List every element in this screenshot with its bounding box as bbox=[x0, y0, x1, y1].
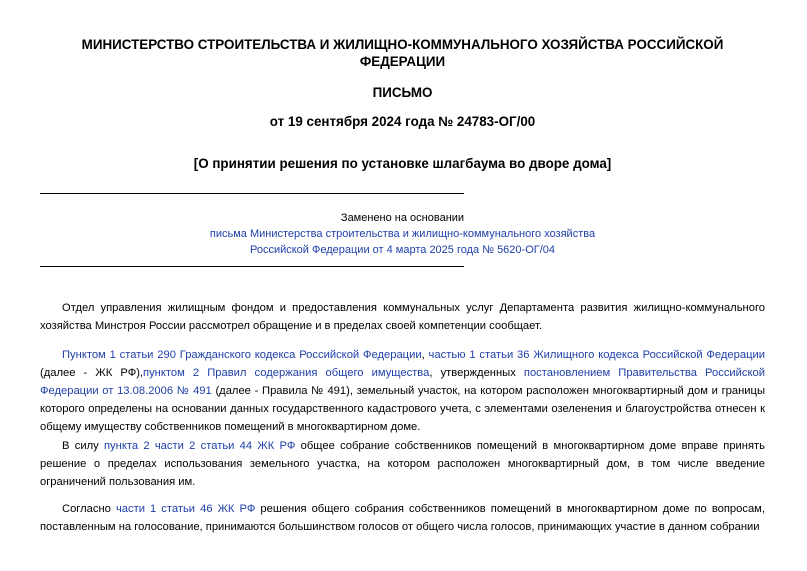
rules-maintenance-link[interactable]: пунктом 2 Правил содержания общего имущества bbox=[143, 367, 430, 379]
paragraph-2-text-2: , утвержденных bbox=[429, 367, 524, 379]
paragraph-2-text-3: (далее - Правила № 491), земельный участок, на котором расположен многоквартирный дом и границы которого определены на основании данных государственного кадастрового учета, с элементами озеленения и благоустройства отнесен к общему имуществу собственников помещений в многоквартирном доме. bbox=[40, 385, 765, 433]
paragraph-3 bbox=[40, 437, 765, 491]
paragraph-3-text-0: В силу bbox=[62, 440, 104, 452]
paragraph-4-text-0: Согласно bbox=[62, 503, 116, 515]
paragraph-2 bbox=[40, 346, 765, 436]
paragraph-1: Отдел управления жилищным фондом и предоставления коммунальных услуг Департамента развития жилищно-коммунального хозяйства Минстроя России рассмотрел обращение и в пределах своей компетенции сообщает. bbox=[40, 302, 765, 332]
housing-code-36-link[interactable]: частью 1 статьи 36 Жилищного кодекса Российской Федерации bbox=[428, 349, 765, 361]
replacement-link-line-2[interactable] bbox=[40, 242, 765, 258]
document-subject: [О принятии решения по установке шлагбаума во дворе дома] bbox=[193, 156, 612, 171]
ministry-title: МИНИСТЕРСТВО СТРОИТЕЛЬСТВА И ЖИЛИЩНО-КОММУНАЛЬНОГО ХОЗЯЙСТВА РОССИЙСКОЙ ФЕДЕРАЦИИ bbox=[81, 37, 724, 69]
replacement-letter-link-cont[interactable]: Российской Федерации от 4 марта 2025 года № 5620-ОГ/04 bbox=[249, 244, 556, 256]
divider-top bbox=[40, 193, 464, 194]
paragraph-2-sep: , bbox=[421, 349, 429, 361]
paragraph-2-text-1: (далее - ЖК РФ), bbox=[40, 367, 144, 379]
housing-code-46-link[interactable]: части 1 статьи 46 ЖК РФ bbox=[115, 503, 256, 515]
housing-code-44-link[interactable]: пункта 2 части 2 статьи 44 ЖК РФ bbox=[103, 440, 296, 452]
civil-code-290-link[interactable]: Пунктом 1 статьи 290 Гражданского кодекса Российской Федерации bbox=[62, 349, 422, 361]
document-date-number: от 19 сентября 2024 года № 24783-ОГ/00 bbox=[269, 114, 536, 129]
paragraph-4-text-1: решения общего собрания собственников помещений в многоквартирном доме по вопросам, поставленным на голосование, принимаются большинством голосов от общего числа голосов, принимающих участие в данном собрании bbox=[40, 503, 765, 533]
divider-bottom bbox=[40, 266, 464, 267]
paragraph-3-text-1: общее собрание собственников помещений в многоквартирном доме вправе принять решение о пределах использования земельного участка, на котором расположен многоквартирный дом, в том числе введение ограничений пользования им. bbox=[40, 440, 765, 488]
replacement-link-line-1[interactable] bbox=[40, 226, 765, 242]
replacement-letter-link[interactable]: письма Министерства строительства и жилищно-коммунального хозяйства bbox=[209, 228, 596, 240]
document-type: ПИСЬМО bbox=[372, 85, 433, 100]
government-decree-491-link[interactable]: постановлением Правительства Российской Федерации от 13.08.2006 № 491 bbox=[40, 367, 766, 397]
paragraph-4 bbox=[40, 500, 765, 536]
replaced-notice: Заменено на основании bbox=[340, 212, 465, 224]
